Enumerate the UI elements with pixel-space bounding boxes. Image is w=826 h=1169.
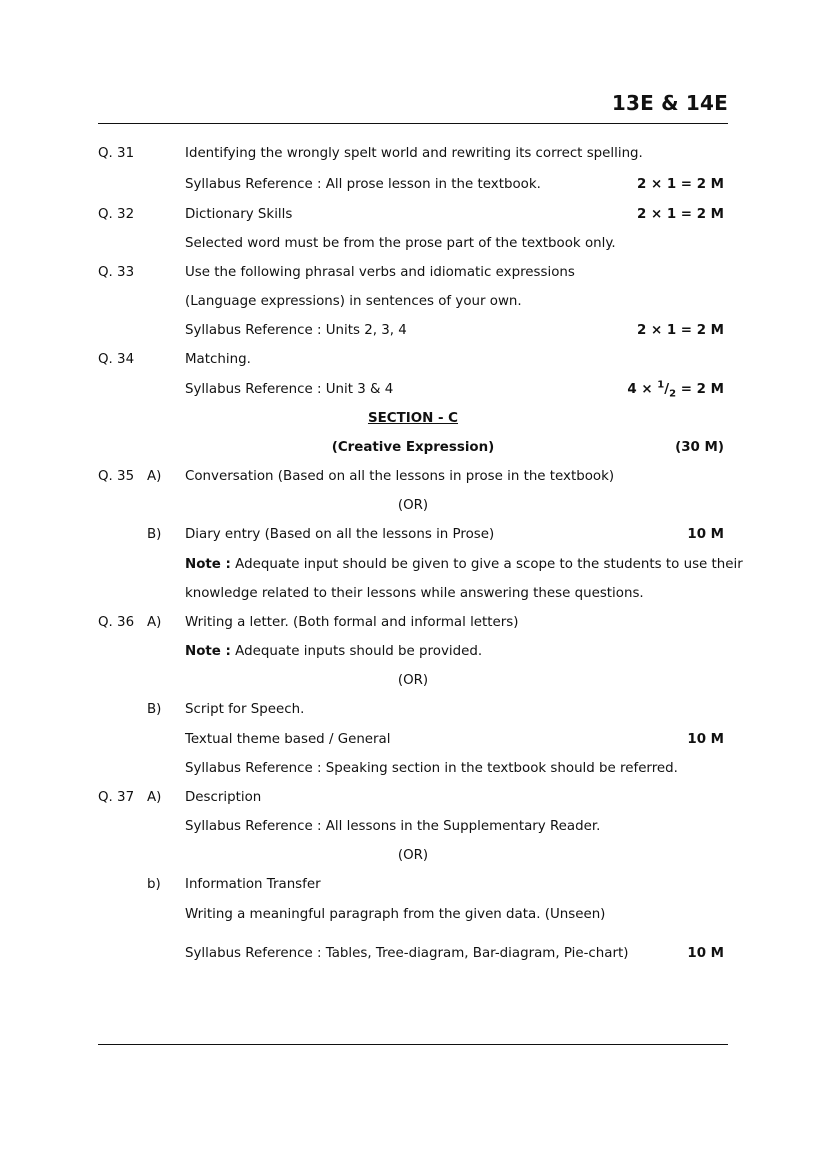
q37-option-b-syllabus-ref: Syllabus Reference : Tables, Tree-diagram, Bar-diagram, Pie-chart)	[185, 946, 629, 961]
q37-option-b-description: Writing a meaningful paragraph from the given data. (Unseen)	[185, 907, 606, 922]
q35-note	[185, 557, 743, 573]
q37-option-b-label: b)	[147, 877, 161, 892]
q36-number: Q. 36	[98, 615, 135, 630]
q34-text: Matching.	[185, 352, 251, 367]
q33-text-line1: Use the following phrasal verbs and idiomatic expressions	[185, 265, 575, 280]
q31-text: Identifying the wrongly spelt world and rewriting its correct spelling.	[185, 146, 643, 161]
q37-option-b-text: Information Transfer	[185, 877, 321, 892]
q35-marks: 10 M	[687, 527, 724, 542]
q35-number: Q. 35	[98, 469, 135, 484]
q35-note-label: Note :	[185, 557, 231, 572]
bottom-rule	[98, 1044, 728, 1045]
q33-marks: 2 × 1 = 2 M	[636, 323, 724, 338]
q37-or: (OR)	[397, 848, 429, 863]
q33-syllabus-ref: Syllabus Reference : Units 2, 3, 4	[185, 323, 407, 338]
q37-option-a-syllabus-ref: Syllabus Reference : All lessons in the Supplementary Reader.	[185, 819, 601, 834]
q37-marks: 10 M	[687, 946, 724, 961]
q35-option-b-label: B)	[147, 527, 162, 542]
q36-note	[185, 644, 482, 660]
q36-option-a-label: A)	[147, 615, 162, 630]
q36-option-b-label: B)	[147, 702, 162, 717]
q36-note-text: Adequate inputs should be provided.	[230, 644, 483, 659]
q36-syllabus-ref: Syllabus Reference : Speaking section in the textbook should be referred.	[185, 761, 678, 776]
section-c-title: SECTION - C	[367, 411, 459, 426]
q34-marks-suffix: = 2 M	[676, 382, 724, 397]
q36-note-label: Note :	[185, 644, 231, 659]
q37-option-a-text: Description	[185, 790, 262, 805]
q32-text: Dictionary Skills	[185, 207, 293, 222]
q34-number: Q. 34	[98, 352, 135, 367]
q34-marks	[627, 379, 724, 400]
q34-marks-prefix: 4 ×	[627, 382, 658, 397]
q36-option-b-text: Script for Speech.	[185, 702, 305, 717]
q31-number: Q. 31	[98, 146, 135, 161]
section-c-marks: (30 M)	[675, 440, 724, 455]
q34-marks-slash: /	[664, 382, 670, 397]
q36-or: (OR)	[397, 673, 429, 688]
top-rule	[98, 123, 728, 124]
q35-option-a-text: Conversation (Based on all the lessons in prose in the textbook)	[185, 469, 615, 484]
q37-number: Q. 37	[98, 790, 135, 805]
q33-number: Q. 33	[98, 265, 135, 280]
q33-text-line2: (Language expressions) in sentences of your own.	[185, 294, 522, 309]
q35-note-text-line1: Adequate input should be given to give a scope to the students to use their	[230, 557, 743, 572]
paper-code: 13E & 14E	[611, 91, 728, 115]
q35-or: (OR)	[397, 498, 429, 513]
q35-note-text-line2: knowledge related to their lessons while answering these questions.	[185, 586, 644, 601]
q34-marks-denominator: 2	[669, 388, 677, 400]
q32-number: Q. 32	[98, 207, 135, 222]
q32-note: Selected word must be from the prose part of the textbook only.	[185, 236, 616, 251]
q34-marks-numerator: 1	[657, 379, 665, 391]
q31-marks: 2 × 1 = 2 M	[636, 177, 724, 192]
q36-marks: 10 M	[687, 732, 724, 747]
q35-option-a-label: A)	[147, 469, 162, 484]
q37-option-a-label: A)	[147, 790, 162, 805]
section-c-subtitle: (Creative Expression)	[331, 440, 495, 455]
q32-marks: 2 × 1 = 2 M	[636, 207, 724, 222]
q36-theme: Textual theme based / General	[185, 732, 391, 747]
q34-syllabus-ref: Syllabus Reference : Unit 3 & 4	[185, 382, 394, 397]
q36-option-a-text: Writing a letter. (Both formal and informal letters)	[185, 615, 519, 630]
q35-option-b-text: Diary entry (Based on all the lessons in Prose)	[185, 527, 495, 542]
q31-syllabus-ref: Syllabus Reference : All prose lesson in the textbook.	[185, 177, 541, 192]
